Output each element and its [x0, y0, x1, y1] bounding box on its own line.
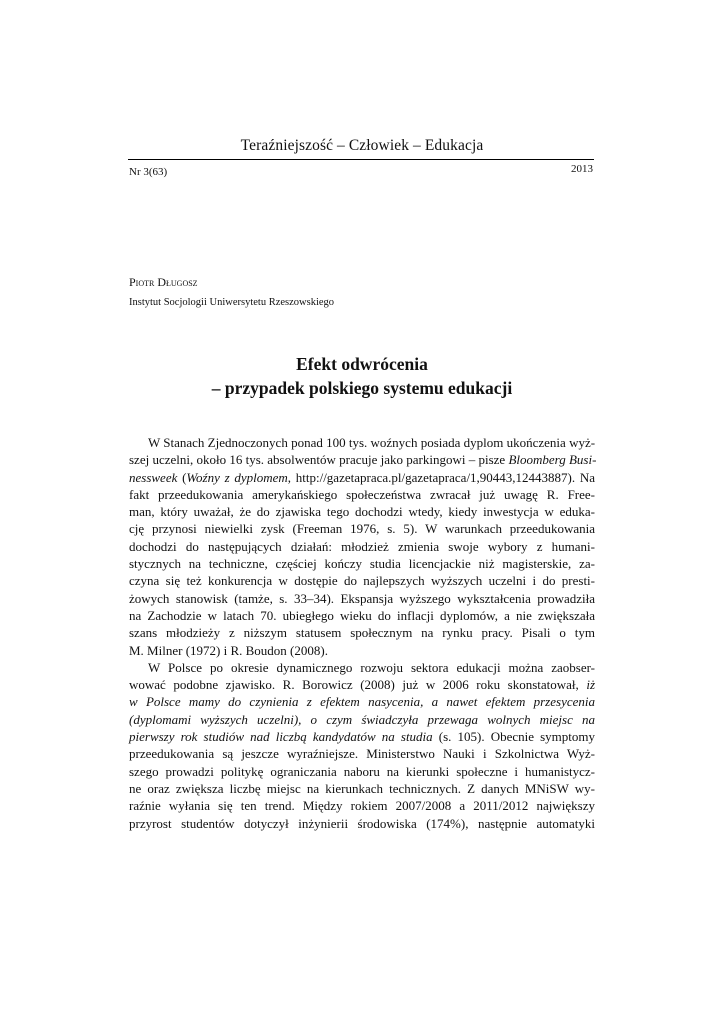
body-paragraph [129, 434, 595, 659]
body-paragraph [129, 659, 595, 832]
text-line: wować podobne zjawisko. R. Borowicz (2008) już w 2006 roku skonstatował, iż [129, 677, 595, 693]
journal-title: Teraźniejszość – Człowiek – Edukacja [240, 137, 484, 154]
text-line: man, który uważał, że do zjawiska tego dochodzi wtedy, kiedy inwestycja w eduka- [129, 504, 595, 520]
italic-text: Bloomberg Busi- [508, 452, 597, 468]
text-line: cję przynosi niewielki zysk (Freeman 1976, s. 5). W warunkach przeedukowania [129, 521, 595, 537]
issue-number: Nr 3(63) [129, 166, 168, 178]
italic-text: iż [586, 677, 595, 693]
italic-text: (dyplomami wyższych uczelni), o czym świadczyła przewaga wolnych miejsc na [129, 711, 595, 727]
italic-text: pierwszy rok studiów nad liczbą kandydatów na studia [129, 729, 433, 745]
text-line: W Polsce po okresie dynamicznego rozwoju sektora edukacji można zaobser- [148, 659, 595, 675]
text-line [129, 711, 595, 728]
italic-text: Woźny z dyplomem [186, 469, 288, 485]
text-line: szans młodzieży z niższym statusem społecznym na rynku pracy. Pisali o tym [129, 625, 595, 641]
text-line: M. Milner (1972) i R. Boudon (2008). [129, 642, 328, 658]
text-line: czyna się też konkurencja w dostępie do najlepszych wyższych uczelni i do presti- [129, 573, 595, 589]
text-line: na Zachodzie w latach 70. ubiegłego wieku do inflacji dyplomów, a nie zwiększała [129, 607, 595, 623]
article-title-line-2: – przypadek polskiego systemu edukacji [211, 378, 513, 398]
text-line: przeedukowania są jeszcze wyraźniejsze. Ministerstwo Nauki i Szkolnictwa Wyż- [129, 746, 595, 762]
italic-text: w Polsce mamy do czynienia z efektem nasycenia, a nawet efektem przesycenia [129, 694, 595, 710]
text-line: przyrost studentów dotyczył inżynierii środowiska (174%), następnie automatyki [129, 815, 595, 831]
text-line: szej uczelni, około 16 tys. absolwentów pracuje jako parkingowi – pisze Bloomberg Busi- [129, 452, 597, 468]
author-affiliation: Instytut Socjologii Uniwersytetu Rzeszowskiego [129, 297, 335, 308]
article-body [129, 434, 595, 832]
text-line: ne oraz zwiększa liczbę miejsc na kierunkach technicznych. Z danych MNiSW wy- [129, 780, 595, 796]
text-line: raźnie wyłania się ten trend. Między rokiem 2007/2008 a 2011/2012 największy [129, 798, 595, 814]
text-line: fakt przeedukowania amerykańskiego społeczeństwa zwracał już uwagę R. Free- [129, 486, 595, 502]
text-line [129, 693, 595, 710]
header-rule [128, 159, 594, 160]
article-title-line-1: Efekt odwrócenia [296, 354, 428, 374]
text-line: nessweek (Woźny z dyplomem, http://gazetapraca.pl/gazetapraca/1,90443,12443887). Na [129, 469, 596, 485]
text-line: szego prowadzi politykę ograniczania naboru na kierunki społeczne i humanistycz- [129, 763, 595, 779]
author-name: Piotr Długosz [129, 275, 198, 289]
text-line: pierwszy rok studiów nad liczbą kandydatów na studia (s. 105). Obecnie symptomy [129, 729, 595, 745]
publication-year: 2013 [571, 163, 593, 175]
text-line: dochodzi do następujących działań: młodzież zmienia swoje wybory z humani- [129, 538, 595, 554]
text-line: stycznych na techniczne, częściej kończy studia licencjackie niż magisterskie, za- [129, 556, 595, 572]
italic-text: nessweek [129, 469, 178, 485]
text-line: W Stanach Zjednoczonych ponad 100 tys. woźnych posiada dyplom ukończenia wyż- [148, 435, 596, 450]
article-title [0, 352, 724, 400]
text-line: żowych stanowisk (tamże, s. 33–34). Ekspansja wyższego wykształcenia prowadziła [129, 590, 595, 606]
